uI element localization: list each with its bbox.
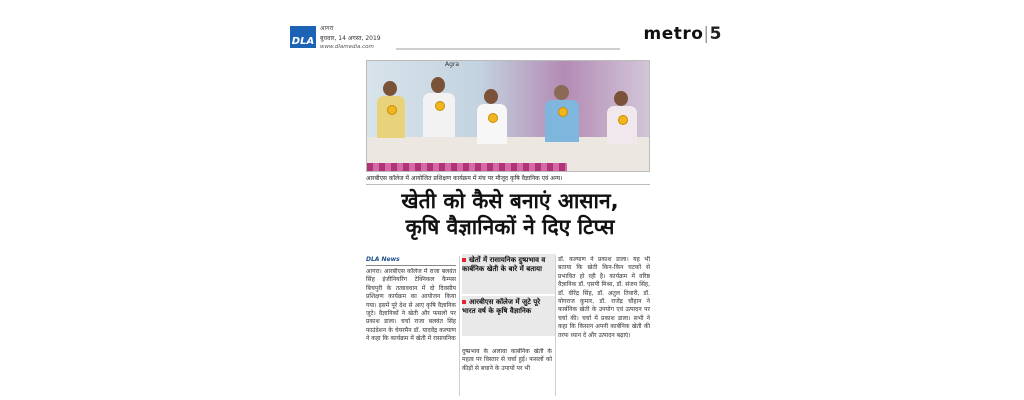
byline: DLA News	[366, 256, 400, 263]
dla-logo: DLA	[290, 26, 316, 48]
issue-date: बुधवार, 14 अगस्त, 2019	[320, 35, 381, 42]
photo-caption: आरबीएस कॉलेज में आयोजित प्रशिक्षण कार्यक्रम में मंच पर मौजूद कृषि वैज्ञानिक एवं अन्य।	[366, 174, 650, 185]
masthead-rule	[396, 48, 620, 50]
article-column-2: दुष्प्रभाव के अलावा कार्बनिक खेती के महत्व पर विस्तार से चर्चा हुई। फसलों को कीड़ों से बचाने के उपायों पर भी	[462, 348, 552, 372]
headline-line-1: खेती को कैसे बनाएं आसान,	[401, 189, 619, 213]
photo-banner-text: Agra	[445, 61, 460, 68]
red-bullet-icon	[462, 300, 466, 304]
newspaper-page	[290, 22, 722, 382]
article-column-1: आगरा। आरबीएस कॉलेज में राजा बलवंत सिंह इंजीनियरिंग टेक्निकल कैम्पस बिचपुरी के तत्वावधान में दो दिवसीय प्रशिक्षण कार्यक्रम का आयोजन किया गया। इसमें पूरे देश से आए कृषि वैज्ञानिक जुटे। वैज्ञानिकों ने खेती और फसलों पर प्रकाश डाला। चर्चा राजा बलवंत सिंह फाउंडेशन के चेयरमैन डॉ. यादवेंद्र कल्याण ने कहा कि कार्यक्रम में खेती में रासायनिक	[366, 268, 456, 343]
page-number: 5	[709, 24, 722, 44]
byline-rule	[366, 265, 456, 266]
headline	[360, 188, 660, 240]
headline-line-2: कृषि वैज्ञानिकों ने दिए टिप्स	[405, 215, 615, 239]
section-title: metro|5	[643, 24, 722, 44]
edition-city: आगरा	[320, 25, 334, 32]
article-column-3: डॉ. कल्याण ने प्रकाश डाला। यह भी बताया कि खेती किन-किन घटकों से प्रभावित हो रही है। कार्यक्रम में वरिष्ठ वैज्ञानिक डॉ. एसपी मिश्रा, डॉ. संजय सिंह, डॉ. वीरेंद्र सिंह, डॉ. अतुल तिवारी, डॉ. योगराज कुमार, डॉ. राजेंद्र चौहान ने कार्बनिक खेती के उपयोग एवं उत्पादन पर चर्चा की। चर्चा में प्रकाश डाला। सभी ने कहा कि किसान अपनी कार्बनिक खेती की तरफ ध्यान दें और उत्पादन बढ़ाएं।	[558, 256, 650, 339]
column-divider	[459, 256, 460, 396]
news-photo	[366, 60, 650, 172]
column-divider	[555, 256, 556, 396]
subhead-1: खेतों में रासायनिक दुष्प्रभाव व कार्बनिक खेती के बारे में बताया	[462, 256, 546, 273]
section-name: metro	[643, 24, 704, 44]
subhead-2: आरबीएस कॉलेज में जुटे पूरे भारत वर्ष के कृषि वैज्ञानिक	[462, 298, 541, 315]
website: www.dlamedia.com	[320, 44, 374, 50]
red-bullet-icon	[462, 258, 466, 262]
